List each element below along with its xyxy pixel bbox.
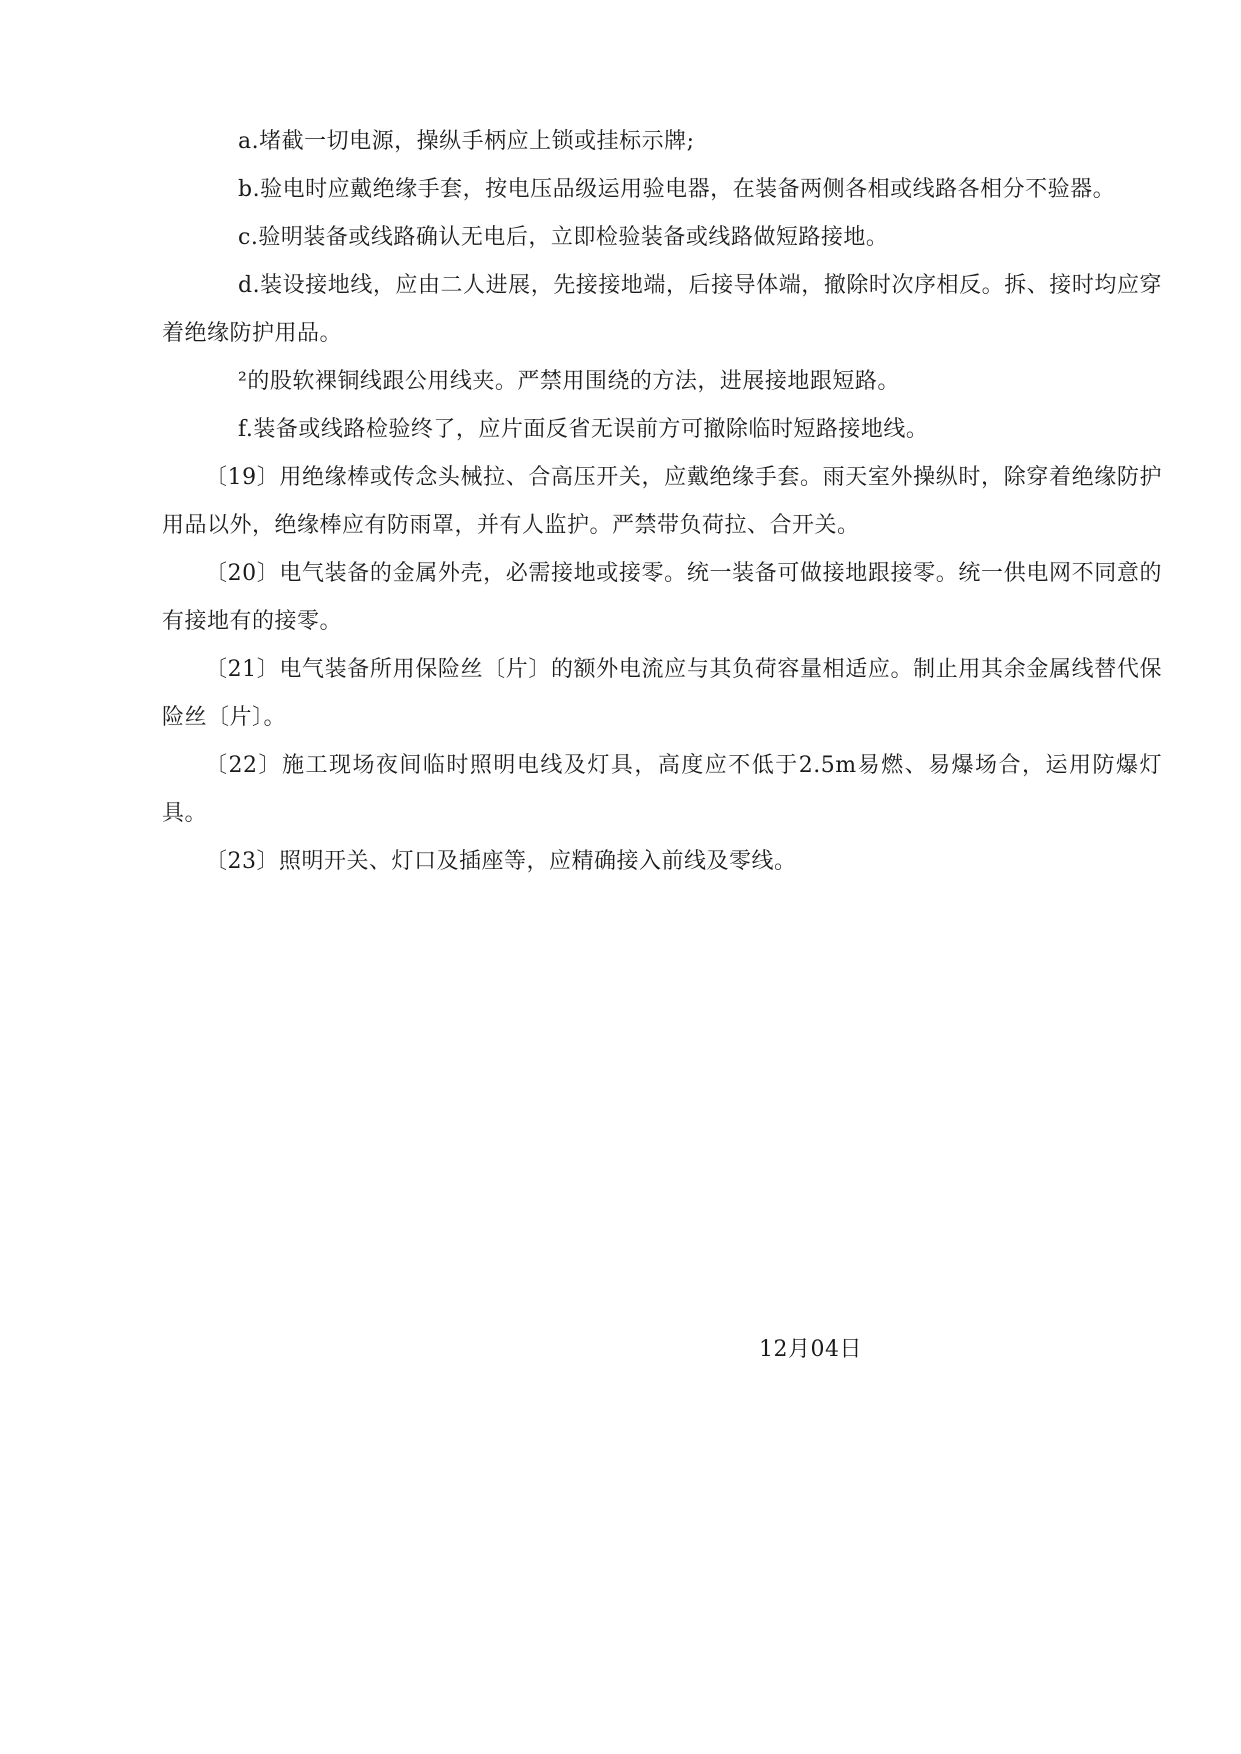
paragraph-23: 〔23〕照明开关、灯口及插座等，应精确接入前线及零线。: [205, 849, 797, 874]
paragraph-f: f.装备或线路检验终了，应片面反省无误前方可撤除临时短路接地线。: [238, 417, 929, 442]
paragraph-a: a.堵截一切电源，操纵手柄应上锁或挂标示牌;: [238, 129, 695, 154]
paragraph-d: d.装设接地线，应由二人进展，先接接地端，后接导体端，撤除时次序相反。拆、接时均应穿着绝缘防护用品。: [162, 273, 1162, 346]
paragraph-22: 〔22〕施工现场夜间临时照明电线及灯具，高度应不低于2.5m易燃、易爆场合，运用防爆灯具。: [162, 753, 1162, 826]
document-body: [162, 118, 1162, 886]
paragraph-19: 〔19〕用绝缘棒或传念头械拉、合高压开关，应戴绝缘手套。雨天室外操纵时，除穿着绝缘防护用品以外，绝缘棒应有防雨罩，并有人监护。严禁带负荷拉、合开关。: [162, 465, 1162, 538]
paragraph-b: b.验电时应戴绝缘手套，按电压品级运用验电器，在装备两侧各相或线路各相分不验器。: [238, 177, 1116, 202]
paragraph-e: ²的股软裸铜线跟公用线夹。严禁用围绕的方法，进展接地跟短路。: [238, 369, 900, 394]
paragraph-21: 〔21〕电气装备所用保险丝〔片〕的额外电流应与其负荷容量相适应。制止用其余金属线替代保险丝〔片〕。: [162, 657, 1162, 730]
paragraph-c: c.验明装备或线路确认无电后，立即检验装备或线路做短路接地。: [238, 225, 889, 250]
paragraph-20: 〔20〕电气装备的金属外壳，必需接地或接零。统一装备可做接地跟接零。统一供电网不同意的有接地有的接零。: [162, 561, 1162, 634]
document-date: 12月04日: [759, 1337, 862, 1362]
